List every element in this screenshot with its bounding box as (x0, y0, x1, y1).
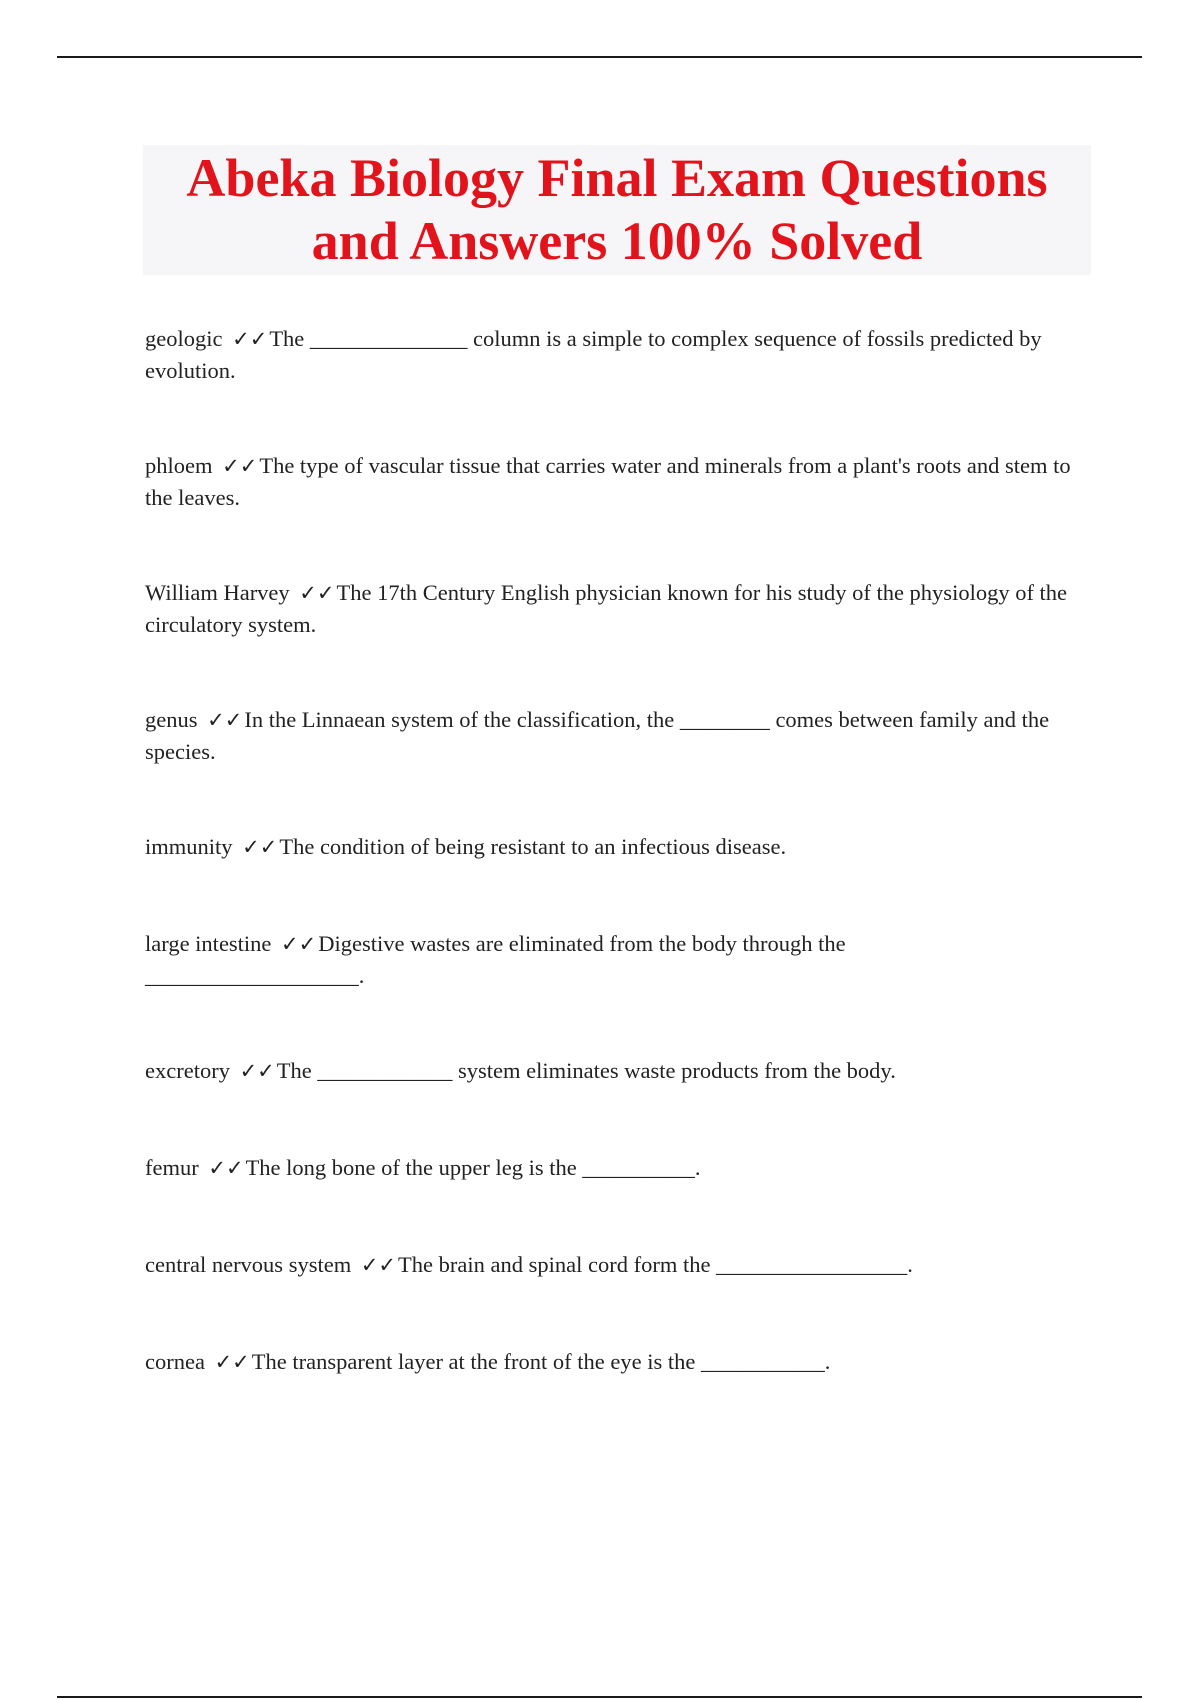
qa-item (145, 1249, 1090, 1281)
qa-item (145, 928, 905, 991)
qa-term: femur (145, 1155, 199, 1180)
qa-definition: The condition of being resistant to an infectious disease. (279, 834, 787, 859)
page-title (186, 147, 1047, 273)
qa-definition: The ______________ column is a simple to complex sequence of fossils predicted by evolution. (145, 326, 1042, 383)
qa-term: geologic (145, 326, 223, 351)
qa-term: large intestine (145, 931, 272, 956)
bottom-rule (57, 1696, 1142, 1698)
qa-definition: The long bone of the upper leg is the __________. (245, 1155, 701, 1180)
double-check-icon: ✓✓ (207, 708, 243, 732)
double-check-icon: ✓✓ (239, 1059, 275, 1083)
qa-item (145, 1055, 1090, 1087)
qa-item (145, 577, 1090, 640)
qa-definition: Digestive wastes are eliminated from the body through the ___________________. (145, 931, 846, 988)
qa-item (145, 450, 1090, 513)
qa-definition: The brain and spinal cord form the _________________. (398, 1252, 913, 1277)
qa-item (145, 323, 1090, 386)
title-banner (143, 145, 1091, 275)
qa-term: William Harvey (145, 580, 290, 605)
double-check-icon: ✓✓ (214, 1350, 250, 1374)
qa-definition: The type of vascular tissue that carries water and minerals from a plant's roots and stem to the leaves. (145, 453, 1071, 510)
top-rule (57, 56, 1142, 58)
double-check-icon: ✓✓ (208, 1156, 244, 1180)
qa-item (145, 704, 1090, 767)
qa-definition: The transparent layer at the front of the eye is the ___________. (251, 1349, 831, 1374)
qa-term: genus (145, 707, 198, 732)
double-check-icon: ✓✓ (360, 1253, 397, 1277)
qa-term: phloem (145, 453, 213, 478)
qa-item (145, 1346, 1090, 1378)
qa-item (145, 831, 1090, 863)
double-check-icon: ✓✓ (222, 454, 258, 478)
qa-term: central nervous system (145, 1252, 352, 1277)
title-line-1: Abeka Biology Final Exam Questions (186, 148, 1048, 208)
qa-term: excretory (145, 1058, 230, 1083)
double-check-icon: ✓✓ (281, 932, 317, 956)
title-line-2: and Answers 100% Solved (311, 211, 923, 271)
qa-definition: In the Linnaean system of the classification, the ________ comes between family and the species. (145, 707, 1050, 764)
qa-term: cornea (145, 1349, 205, 1374)
qa-term: immunity (145, 834, 233, 859)
qa-item (145, 1152, 1090, 1184)
qa-definition: The ____________ system eliminates waste products from the body. (276, 1058, 896, 1083)
double-check-icon: ✓✓ (232, 327, 268, 351)
double-check-icon: ✓✓ (299, 581, 335, 605)
qa-definition: The 17th Century English physician known for his study of the physiology of the circulatory system. (145, 580, 1068, 637)
double-check-icon: ✓✓ (242, 835, 278, 859)
